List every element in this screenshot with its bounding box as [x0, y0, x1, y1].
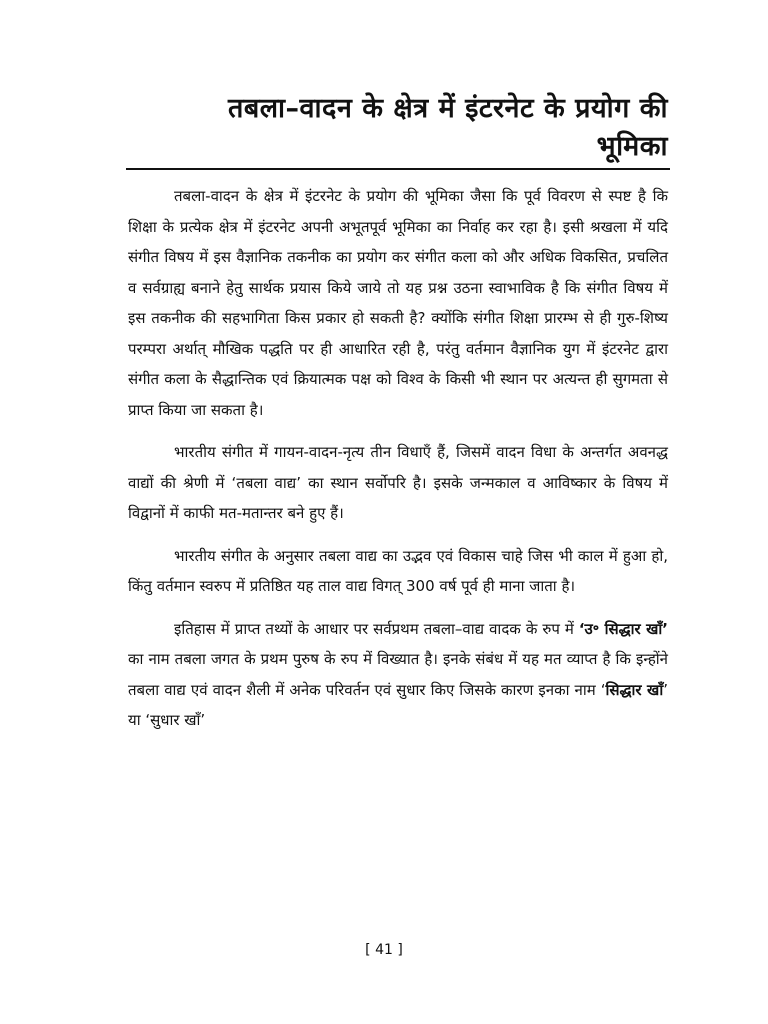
paragraph-4-text-a: इतिहास में प्राप्त तथ्यों के आधार पर सर्वप्रथम तबला–वाद्य वादक के रुप में	[174, 619, 579, 638]
body-text	[128, 181, 668, 748]
paragraph-4	[128, 614, 668, 736]
chapter-title-line-1: तबला–वादन के क्षेत्र में इंटरनेट के प्रयोग की	[227, 93, 668, 124]
chapter-title-line-2: भूमिका	[596, 131, 668, 162]
paragraph-4-bold-name: ‘उ॰ सिद्धार खाँ’	[578, 619, 668, 638]
paragraph-4-bold-name-2: सिद्धार खाँ	[605, 680, 664, 699]
title-underline-rule	[126, 168, 670, 170]
paragraph-4-text-c: ’ या ‘सुधार खाँ’	[128, 680, 668, 729]
paragraph-1: तबला-वादन के क्षेत्र में इंटरनेट के प्रयोग की भूमिका जैसा कि पूर्व विवरण से स्पष्ट है कि शिक्षा के प्रत्येक क्षेत्र में इंटरनेट अपनी अभूतपूर्व भूमिका का निर्वाह कर रहा है। इसी श्रखला में यदि संगीत विषय में इस वैज्ञानिक तकनीक का प्रयोग कर संगीत कला को और अधिक विकसित, प्रचलित व सर्वग्राह्य बनाने हेतु सार्थक प्रयास किये जाये तो यह प्रश्न उठना स्वाभाविक है कि संगीत विषय में इस तकनीक की सहभागिता किस प्रकार हो सकती है? क्योंकि संगीत शिक्षा प्रारम्भ से ही गुरु-शिष्य परम्परा अर्थात् मौखिक पद्धति पर ही आधारित रही है, परंतु वर्तमान वैज्ञानिक युग में इंटरनेट द्वारा संगीत कला के सैद्धान्तिक एवं क्रियात्मक पक्ष को विश्व के किसी भी स्थान पर अत्यन्त ही सुगमता से प्राप्त किया जा सकता है।	[128, 187, 668, 419]
paragraph-4-text-b: का नाम तबला जगत के प्रथम पुरुष के रुप में विख्यात है। इनके संबंध में यह मत व्याप्त है कि इन्होंने तबला वाद्य एवं वादन शैली में अनेक परिवर्तन एवं सुधार किए जिसके कारण इनका नाम ‘	[128, 650, 668, 699]
paragraph-2: भारतीय संगीत में गायन-वादन-नृत्य तीन विधाएँ हैं, जिसमें वादन विधा के अन्तर्गत अवनद्ध वाद्यों की श्रेणी में ‘तबला वाद्य’ का स्थान सर्वोपरि है। इसके जन्मकाल व आविष्कार के विषय में विद्वानों में काफी मत-मतान्तर बने हुए हैं।	[128, 443, 668, 522]
page-number: [ 41 ]	[365, 942, 403, 958]
paragraph-3: भारतीय संगीत के अनुसार तबला वाद्य का उद्भव एवं विकास चाहे जिस भी काल में हुआ हो, किंतु वर्तमान स्वरुप में प्रतिष्ठित यह ताल वाद्य विगत् 300 वर्ष पूर्व ही माना जाता है।	[128, 546, 668, 595]
chapter-title	[126, 90, 668, 166]
